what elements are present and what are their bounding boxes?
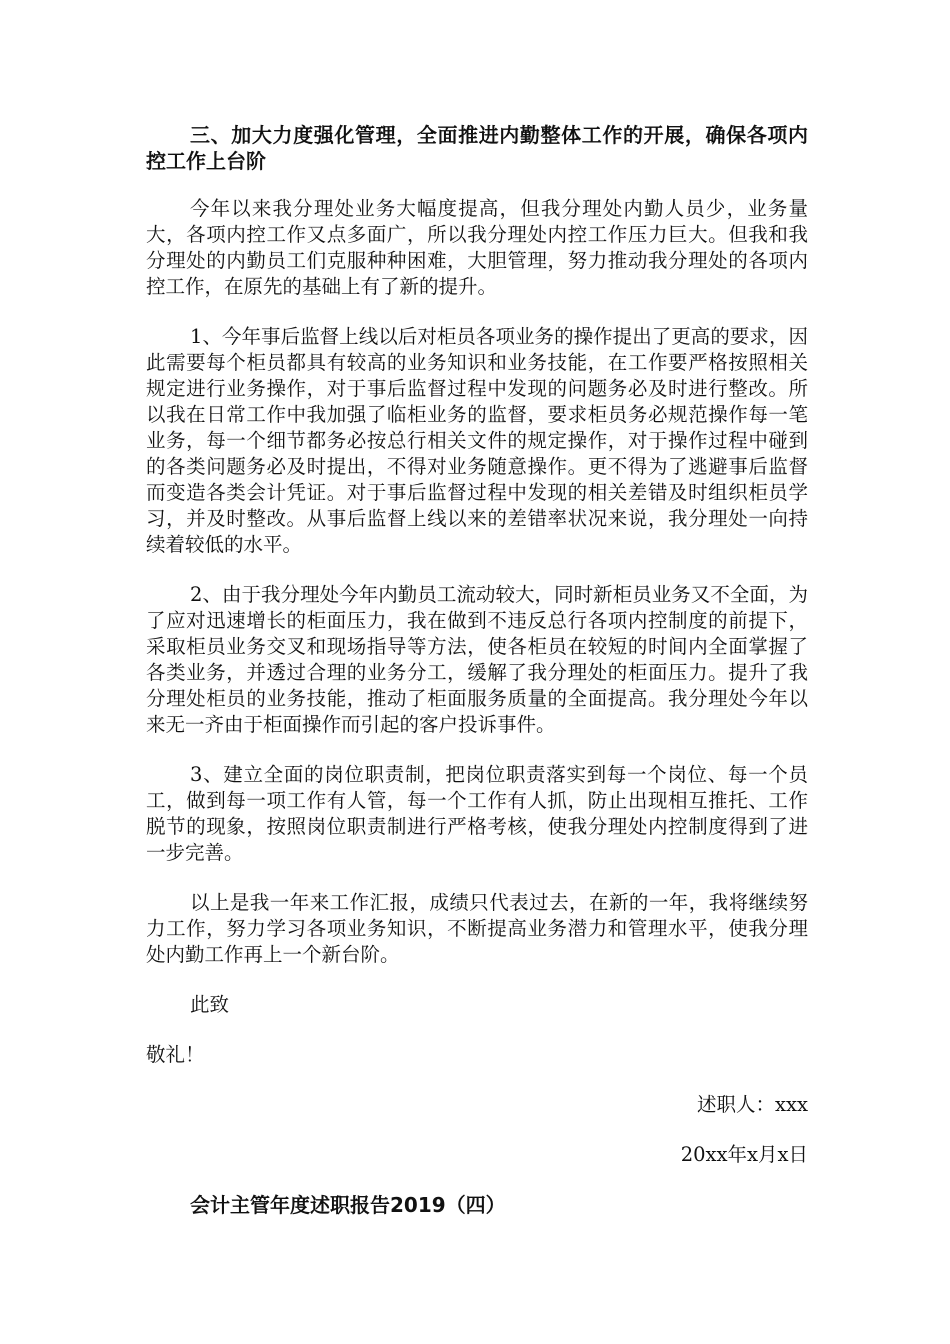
next-section-title: 会计主管年度述职报告2019（四） [190, 1193, 506, 1217]
paragraph-item-1: 1、今年事后监督上线以后对柜员各项业务的操作提出了更高的要求，因此需要每个柜员都具有较高的业务知识和业务技能，在工作要严格按照相关规定进行业务操作，对于事后监督过程中发现的问题务必及时进行整改。所以我在日常工作中我加强了临柜业务的监督，要求柜员务必规范操作每一笔业务，每一个细节都务必按总行相关文件的规定操作，对于操作过程中碰到的各类问题务必及时提出，不得对业务随意操作。更不得为了逃避事后监督而变造各类会计凭证。对于事后监督过程中发现的相关差错及时组织柜员学习，并及时整改。从事后监督上线以来的差错率状况来说，我分理处一向持续着较低的水平。 [146, 325, 808, 556]
salutation: 敬礼！ [146, 1043, 205, 1066]
signature-line: 述职人：xxx [697, 1093, 808, 1116]
closing-phrase: 此致 [190, 993, 230, 1016]
date-line: 20xx年x月x日 [680, 1143, 808, 1166]
paragraph-item-2: 2、由于我分理处今年内勤员工流动较大，同时新柜员业务又不全面，为了应对迅速增长的柜面压力，我在做到不违反总行各项内控制度的前提下，采取柜员业务交叉和现场指导等方法，使各柜员在较短的时间内全面掌握了各类业务，并透过合理的业务分工，缓解了我分理处的柜面压力。提升了我分理处柜员的业务技能，推动了柜面服务质量的全面提高。我分理处今年以来无一齐由于柜面操作而引起的客户投诉事件。 [146, 583, 808, 736]
document-page [146, 122, 808, 1218]
section-heading: 三、加大力度强化管理，全面推进内勤整体工作的开展，确保各项内控工作上台阶 [146, 123, 808, 173]
paragraph-summary: 以上是我一年来工作汇报，成绩只代表过去，在新的一年，我将继续努力工作，努力学习各项业务知识，不断提高业务潜力和管理水平，使我分理处内勤工作再上一个新台阶。 [146, 891, 808, 966]
paragraph-item-3: 3、建立全面的岗位职责制，把岗位职责落实到每一个岗位、每一个员工，做到每一项工作有人管，每一个工作有人抓，防止出现相互推托、工作脱节的现象，按照岗位职责制进行严格考核，使我分理处内控制度得到了进一步完善。 [146, 763, 808, 864]
paragraph-intro: 今年以来我分理处业务大幅度提高，但我分理处内勤人员少，业务量大，各项内控工作又点多面广，所以我分理处内控工作压力巨大。但我和我分理处的内勤员工们克服种种困难，大胆管理，努力推动我分理处的各项内控工作，在原先的基础上有了新的提升。 [146, 197, 808, 298]
